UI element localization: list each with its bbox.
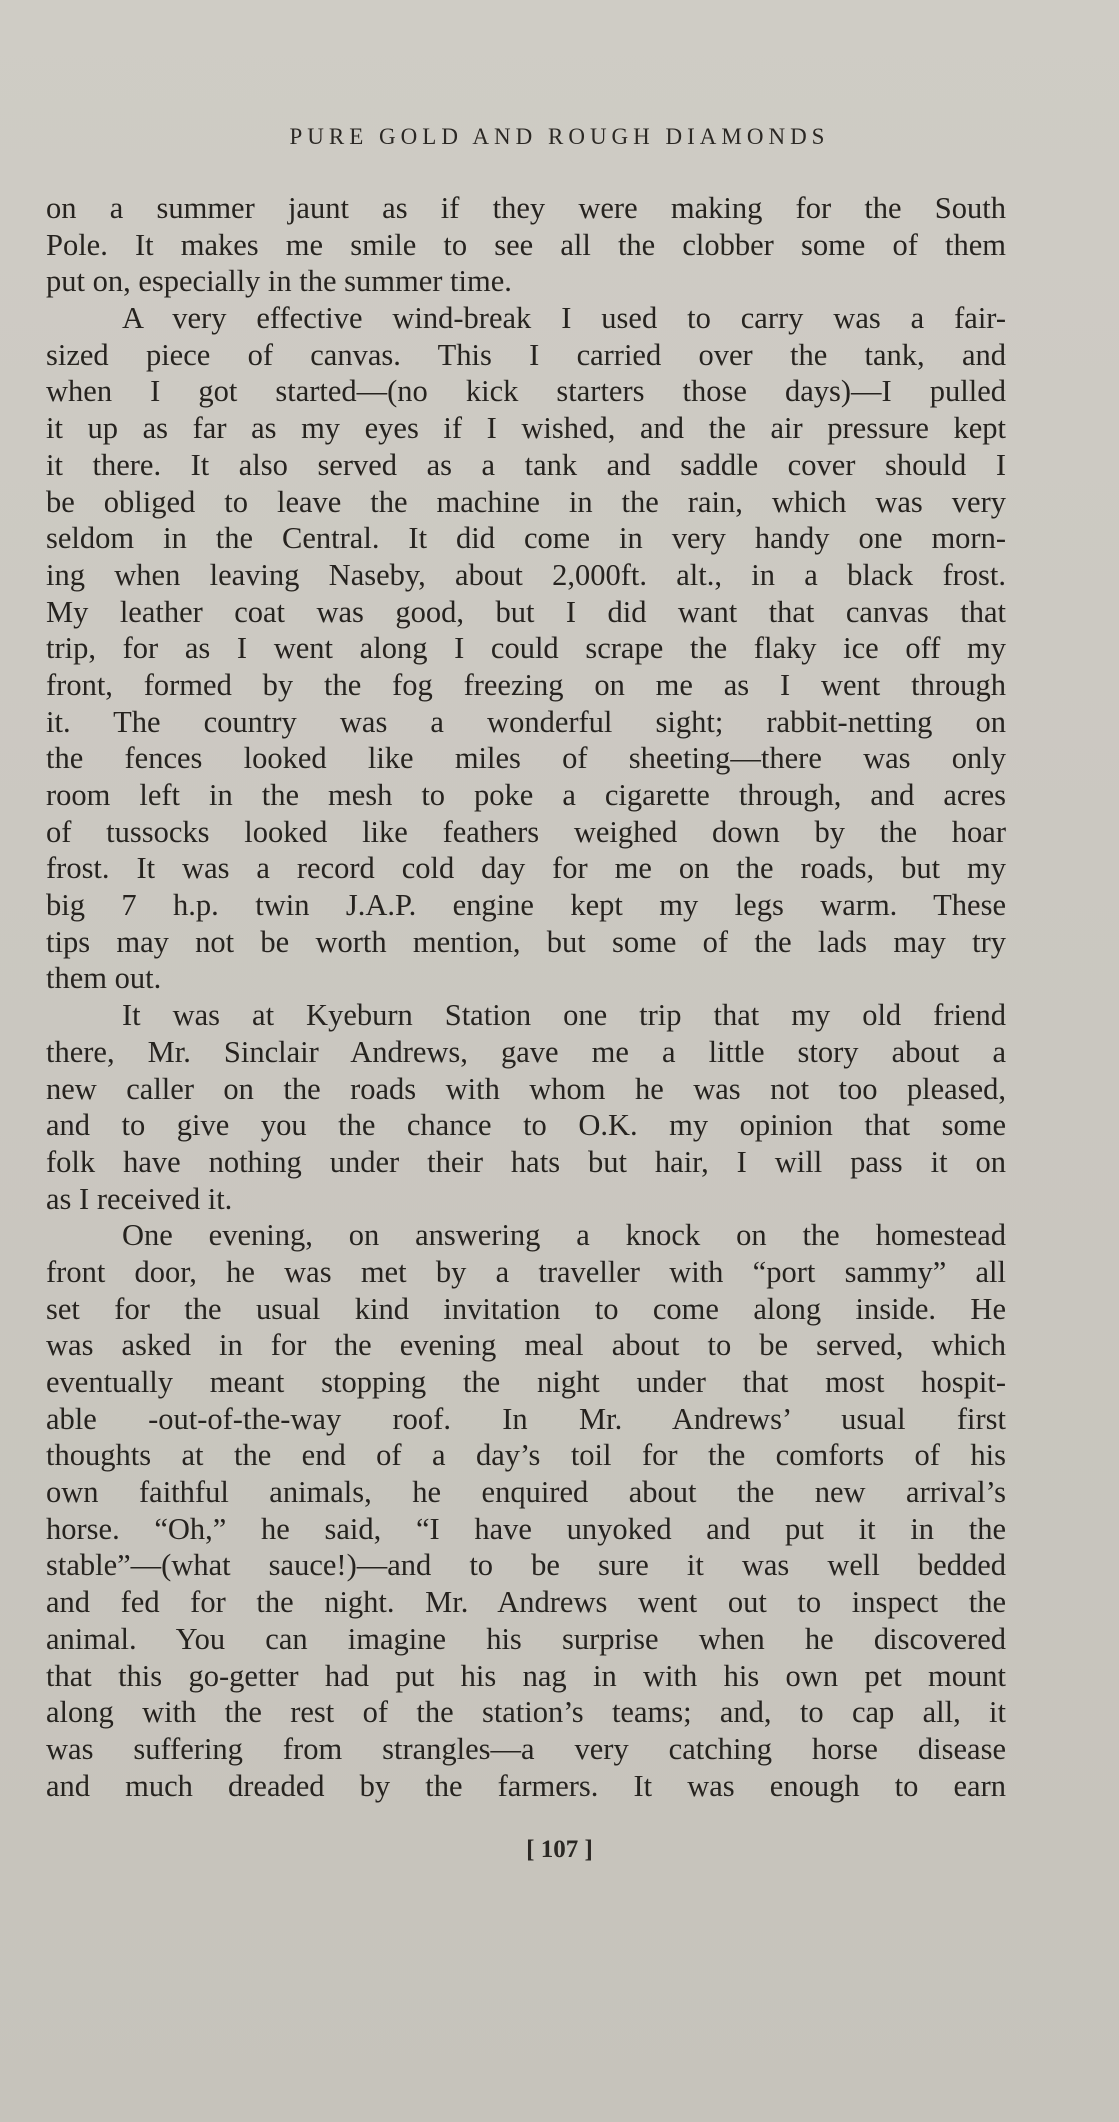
text-line: be obliged to leave the machine in the rain, which was very bbox=[46, 484, 1006, 519]
text-line: that this go-getter had put his nag in with his own pet mount bbox=[46, 1658, 1006, 1693]
text-line: on a summer jaunt as if they were making for the South bbox=[46, 191, 1006, 225]
text-line: of tussocks looked like feathers weighed down by the hoar bbox=[46, 814, 1006, 849]
text-line: stable”—(what sauce!)—and to be sure it was well bedded bbox=[46, 1548, 1006, 1583]
text-line: eventually meant stopping the night under that most hospit- bbox=[46, 1365, 1006, 1399]
text-line: and much dreaded by the farmers. It was enough to earn bbox=[46, 1768, 1006, 1803]
text-line: it up as far as my eyes if I wished, and the air pressure kept bbox=[46, 411, 1006, 446]
text-line: front, formed by the fog freezing on me as I went through bbox=[46, 667, 1006, 702]
text-line: was suffering from strangles—a very catching horse disease bbox=[46, 1731, 1006, 1766]
text-line: able -out-of-the-way roof. In Mr. Andrews’ usual first bbox=[46, 1401, 1006, 1436]
running-head: PURE GOLD AND ROUGH DIAMONDS bbox=[289, 124, 830, 149]
text-line: it there. It also served as a tank and saddle cover should I bbox=[46, 447, 1006, 482]
text-line: new caller on the roads with whom he was not too pleased, bbox=[46, 1071, 1006, 1106]
text-line: when I got started—(no kick starters those days)—I pulled bbox=[46, 374, 1006, 409]
text-line: and fed for the night. Mr. Andrews went out to inspect the bbox=[46, 1585, 1006, 1620]
text-line: put on, especially in the summer time. bbox=[46, 264, 512, 299]
text-line: horse. “Oh,” he said, “I have unyoked and put it in the bbox=[46, 1511, 1006, 1546]
text-line: trip, for as I went along I could scrape the flaky ice off my bbox=[46, 631, 1006, 666]
page-number: [ 107 ] bbox=[526, 1836, 593, 1863]
text-line: It was at Kyeburn Station one trip that my old friend bbox=[122, 998, 1006, 1033]
text-line: animal. You can imagine his surprise when he discovered bbox=[46, 1621, 1006, 1656]
text-line: room left in the mesh to poke a cigarette through, and acres bbox=[46, 778, 1006, 812]
text-line: Pole. It makes me smile to see all the clobber some of them bbox=[46, 227, 1006, 262]
text-line: thoughts at the end of a day’s toil for the comforts of his bbox=[46, 1438, 1006, 1473]
text-line: there, Mr. Sinclair Andrews, gave me a little story about a bbox=[46, 1034, 1006, 1069]
text-line: sized piece of canvas. This I carried over the tank, and bbox=[46, 337, 1006, 372]
text-line: them out. bbox=[46, 961, 162, 996]
text-line: own faithful animals, he enquired about the new arrival’s bbox=[46, 1475, 1006, 1510]
body-text bbox=[46, 190, 1006, 1804]
text-line: front door, he was met by a traveller with “port sammy” all bbox=[46, 1254, 1006, 1289]
text-line: big 7 h.p. twin J.A.P. engine kept my legs warm. These bbox=[46, 888, 1006, 923]
text-line: A very effective wind-break I used to carry was a fair- bbox=[122, 301, 1006, 336]
text-line: My leather coat was good, but I did want that canvas that bbox=[46, 594, 1006, 629]
text-line: as I received it. bbox=[46, 1181, 233, 1216]
text-line: the fences looked like miles of sheeting—there was only bbox=[46, 741, 1006, 776]
text-line: was asked in for the evening meal about to be served, which bbox=[46, 1328, 1006, 1363]
text-line: it. The country was a wonderful sight; rabbit-netting on bbox=[46, 704, 1006, 739]
text-line: and to give you the chance to O.K. my opinion that some bbox=[46, 1108, 1006, 1143]
text-line: tips may not be worth mention, but some of the lads may try bbox=[46, 924, 1006, 959]
text-line: folk have nothing under their hats but hair, I will pass it on bbox=[46, 1144, 1006, 1179]
text-line: along with the rest of the station’s teams; and, to cap all, it bbox=[46, 1695, 1006, 1730]
text-line: One evening, on answering a knock on the homestead bbox=[122, 1218, 1006, 1253]
text-line: ing when leaving Naseby, about 2,000ft. alt., in a black frost. bbox=[46, 557, 1006, 592]
text-line: frost. It was a record cold day for me on the roads, but my bbox=[46, 851, 1006, 886]
text-line: seldom in the Central. It did come in very handy one morn- bbox=[46, 521, 1006, 556]
text-line: set for the usual kind invitation to come along inside. He bbox=[46, 1291, 1006, 1326]
